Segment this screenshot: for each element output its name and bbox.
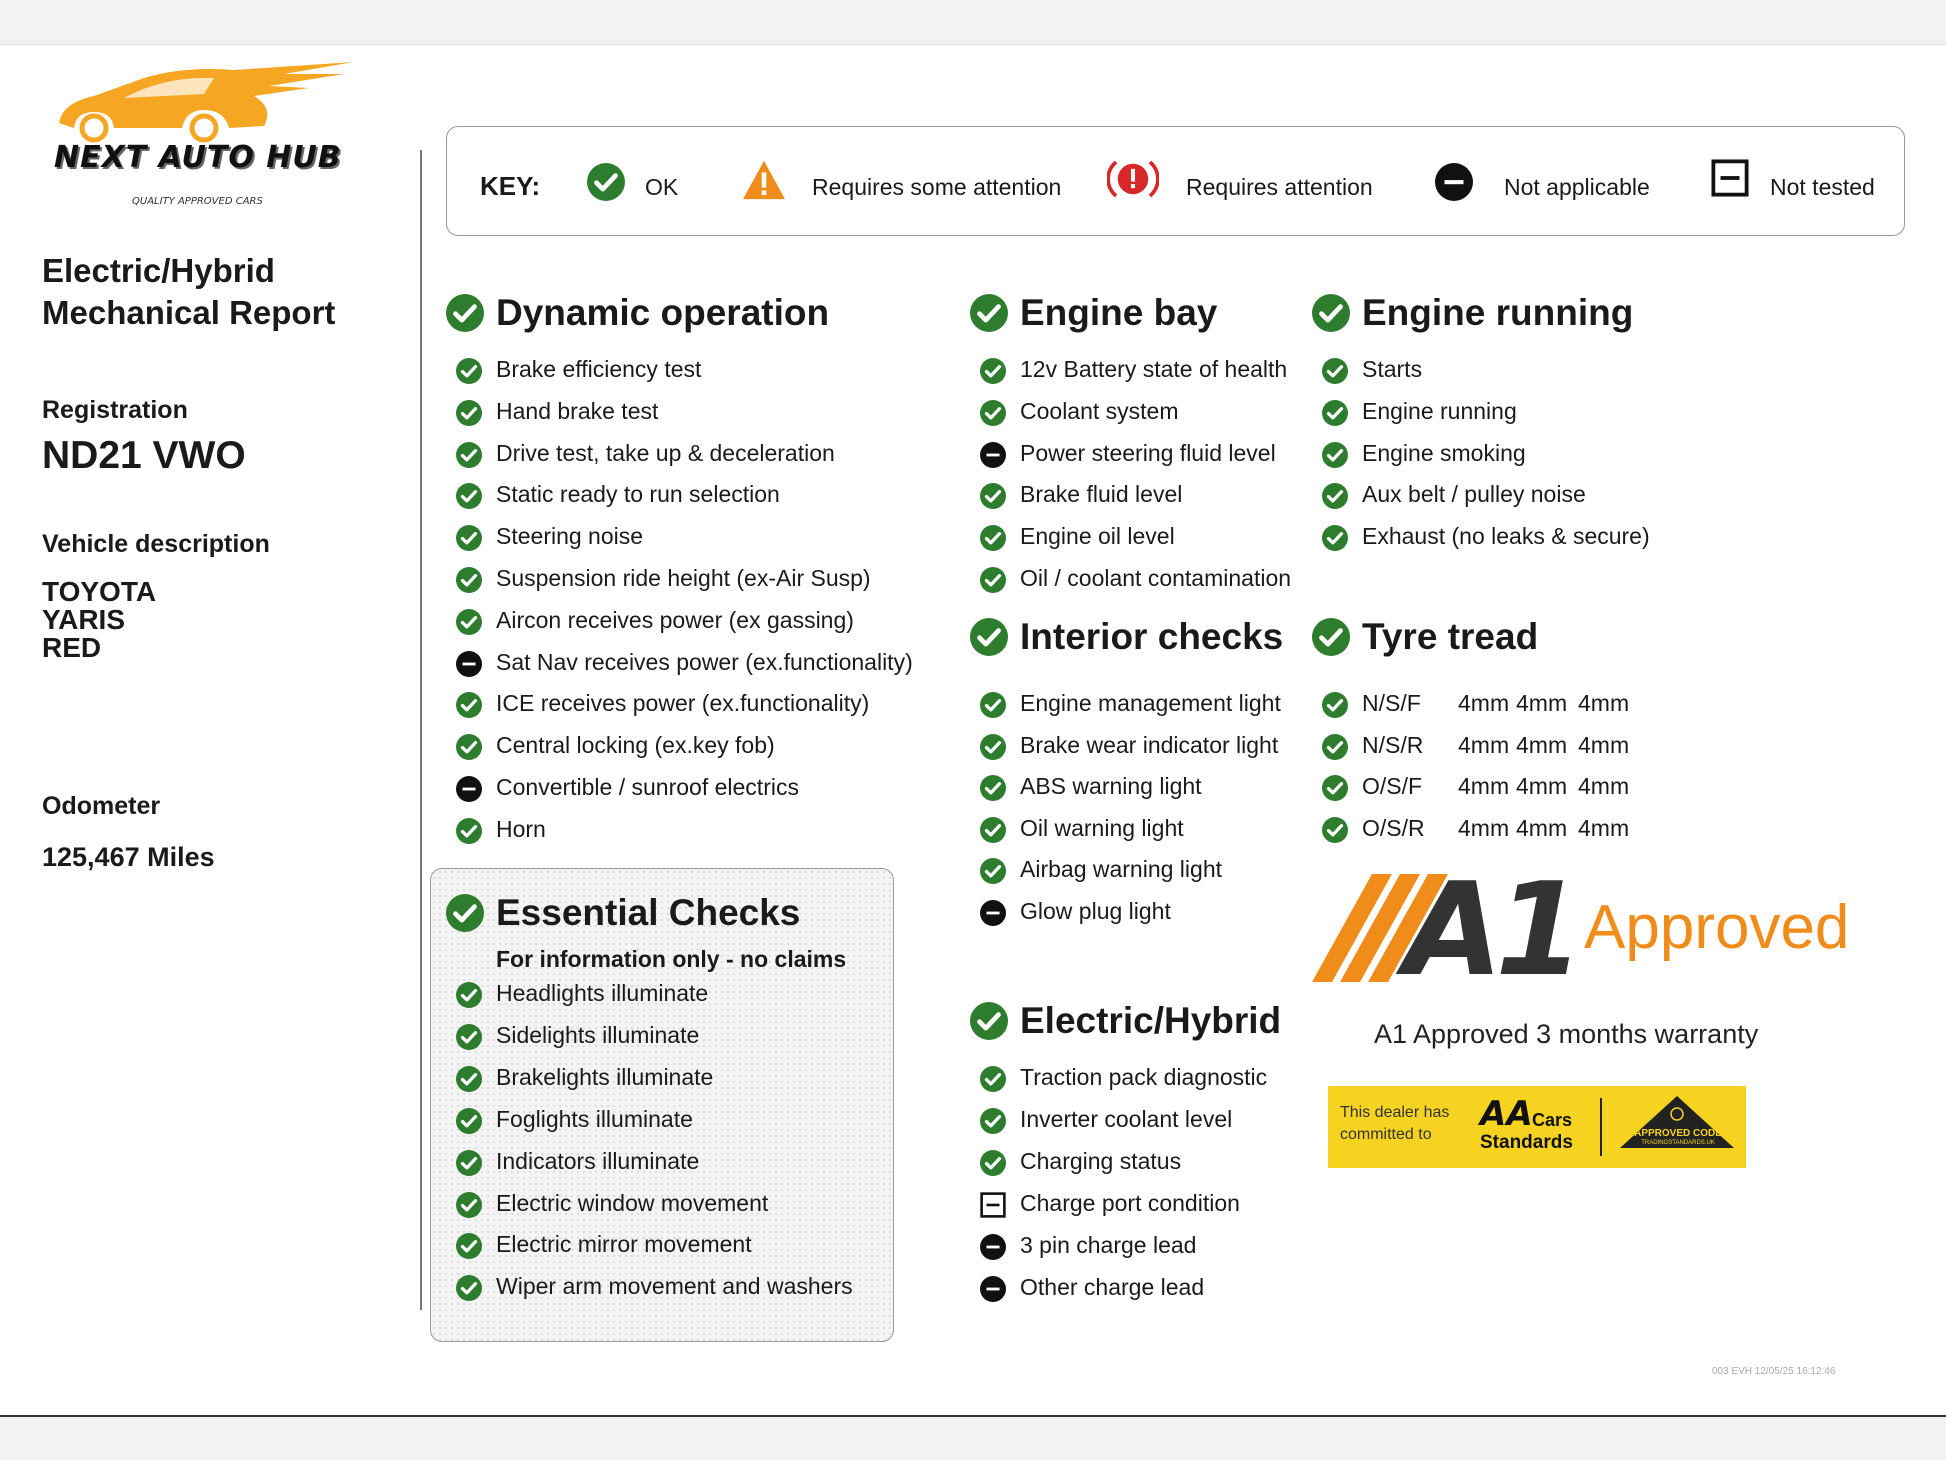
section-title-essential: Essential Checks xyxy=(496,892,800,934)
ok-check-icon xyxy=(980,817,1006,849)
check-item-label: Drive test, take up & deceleration xyxy=(496,439,835,466)
aa-approved-code: APPROVED CODE xyxy=(1634,1128,1722,1139)
check-item xyxy=(1020,856,1222,883)
ok-check-icon xyxy=(980,734,1006,766)
aa-standards-text: Standards xyxy=(1480,1132,1573,1153)
ok-check-icon xyxy=(980,400,1006,432)
ok-check-icon xyxy=(456,483,482,515)
check-item-label: Convertible / sunroof electrics xyxy=(496,774,799,800)
check-item-label: Engine management light xyxy=(1020,690,1281,716)
check-item-label: Airbag warning light xyxy=(1020,856,1223,883)
check-item-label: Glow plug light xyxy=(1020,898,1171,924)
check-item xyxy=(496,1273,853,1300)
logo-tagline: QUALITY APPROVED CARS xyxy=(132,196,263,207)
check-item-label: Sidelights illuminate xyxy=(496,1021,700,1048)
ok-check-icon xyxy=(1322,817,1348,849)
ok-check-icon xyxy=(456,1024,482,1056)
check-item-label: Wiper arm movement and washers xyxy=(496,1273,853,1300)
check-item-label: Oil / coolant contamination xyxy=(1020,565,1292,591)
column-divider xyxy=(420,150,422,1310)
check-item xyxy=(496,523,643,550)
aa-divider xyxy=(1600,1098,1602,1156)
key-not-applicable: Not applicable xyxy=(1504,174,1650,200)
check-item-label: Coolant system xyxy=(1020,397,1179,424)
check-item-label: Power steering fluid level xyxy=(1020,439,1276,466)
not-applicable-icon xyxy=(980,900,1006,932)
tyre-depth: 4mm xyxy=(1578,690,1630,716)
check-item-label: Horn xyxy=(496,815,546,842)
not-tested-icon xyxy=(1711,159,1749,202)
car-logo-icon xyxy=(54,48,364,148)
check-item-label: Exhaust (no leaks & secure) xyxy=(1362,523,1650,550)
tyre-depth: 4mm xyxy=(1458,773,1510,800)
check-item-label: Electric mirror movement xyxy=(496,1231,752,1258)
check-item xyxy=(496,649,913,676)
ok-check-icon xyxy=(1322,400,1348,432)
check-item-label: Suspension ride height (ex-Air Susp) xyxy=(496,565,871,591)
vehicle-colour: RED xyxy=(42,632,102,663)
tyre-position: O/S/F xyxy=(1362,773,1423,800)
ok-check-icon xyxy=(970,618,1008,665)
check-item-label: Hand brake test xyxy=(496,397,659,424)
ok-check-icon xyxy=(1312,294,1350,341)
ok-check-icon xyxy=(446,894,484,941)
a1-approved-word: Approved xyxy=(1584,893,1850,962)
ok-check-icon xyxy=(456,982,482,1014)
ok-check-icon xyxy=(980,1150,1006,1182)
ok-check-icon xyxy=(587,163,625,206)
check-item xyxy=(496,816,546,843)
check-item-label: Brake efficiency test xyxy=(496,356,702,382)
key-not-tested: Not tested xyxy=(1770,174,1875,200)
key-attention: Requires attention xyxy=(1186,174,1373,200)
ok-check-icon xyxy=(1322,775,1348,807)
ok-check-icon xyxy=(456,609,482,641)
check-item xyxy=(1020,398,1179,425)
registration-value: ND21 VWO xyxy=(42,434,246,477)
ok-check-icon xyxy=(456,567,482,599)
status-key xyxy=(446,126,1905,236)
check-item-label: Foglights illuminate xyxy=(496,1105,693,1132)
aa-cars-standards-badge xyxy=(1328,1086,1746,1168)
check-item xyxy=(1020,815,1184,842)
tyre-depth: 4mm xyxy=(1516,690,1568,716)
check-item-label: 12v Battery state of health xyxy=(1020,356,1288,382)
check-item xyxy=(1020,565,1291,592)
check-item xyxy=(496,774,799,801)
section-title-engine-running: Engine running xyxy=(1362,292,1633,334)
vehicle-make: TOYOTA xyxy=(42,576,157,607)
check-item xyxy=(496,1064,713,1091)
check-item-label: Other charge lead xyxy=(1020,1274,1205,1300)
aa-trading-site: TRADINGSTANDARDS.UK xyxy=(1641,1140,1715,1146)
tyre-depth: 4mm xyxy=(1578,731,1630,758)
check-item-label: ABS warning light xyxy=(1020,773,1202,800)
check-item xyxy=(1362,398,1517,425)
check-item-label: Traction pack diagnostic xyxy=(1020,1064,1268,1090)
key-ok: OK xyxy=(645,174,679,200)
check-item-label: Engine running xyxy=(1362,397,1517,424)
check-item xyxy=(1362,440,1526,467)
odometer-value: 125,467 Miles xyxy=(42,842,215,872)
section-title-interior: Interior checks xyxy=(1020,616,1283,658)
ok-check-icon xyxy=(1322,692,1348,724)
check-item xyxy=(496,356,701,383)
check-item-label: Static ready to run selection xyxy=(496,481,780,508)
ok-check-icon xyxy=(456,692,482,724)
check-item-label: Steering noise xyxy=(496,523,644,550)
check-item xyxy=(1362,481,1586,508)
section-title-engine-bay: Engine bay xyxy=(1020,292,1217,334)
check-item xyxy=(496,1148,699,1175)
section-title-tyre: Tyre tread xyxy=(1362,616,1538,658)
check-item xyxy=(1020,732,1278,759)
vehicle-description-label: Vehicle description xyxy=(42,530,270,558)
check-item-label: ICE receives power (ex.functionality) xyxy=(496,690,870,717)
check-item-label: Engine oil level xyxy=(1020,523,1175,550)
aa-cars-text: Cars xyxy=(1532,1110,1573,1130)
essential-subtitle: For information only - no claims xyxy=(496,946,847,972)
ok-check-icon xyxy=(456,1108,482,1140)
logo-brand-text: NEXT AUTO HUB xyxy=(54,140,342,175)
ok-check-icon xyxy=(1312,618,1350,665)
ok-check-icon xyxy=(980,358,1006,390)
ok-check-icon xyxy=(980,483,1006,515)
check-item xyxy=(1020,481,1182,508)
check-item xyxy=(1020,356,1287,383)
check-item xyxy=(1020,1148,1181,1175)
section-title-dynamic: Dynamic operation xyxy=(496,292,829,334)
check-item xyxy=(1020,1190,1240,1217)
check-item xyxy=(1020,523,1175,550)
check-item xyxy=(496,690,869,717)
check-item xyxy=(496,1106,693,1133)
ok-check-icon xyxy=(980,775,1006,807)
tyre-depth: 4mm xyxy=(1516,731,1568,758)
key-some-attention: Requires some attention xyxy=(812,174,1062,200)
check-item xyxy=(496,565,871,592)
report-title xyxy=(42,250,382,334)
ok-check-icon xyxy=(1322,734,1348,766)
key-label: KEY: xyxy=(480,171,541,201)
ok-check-icon xyxy=(980,858,1006,890)
check-item xyxy=(496,398,658,425)
check-item xyxy=(496,440,835,467)
tyre-position: N/S/R xyxy=(1362,731,1424,758)
check-item xyxy=(496,481,780,508)
registration-label: Registration xyxy=(42,396,188,424)
warning-triangle-icon xyxy=(741,159,787,206)
check-item-label: Inverter coolant level xyxy=(1020,1106,1233,1132)
check-item-label: Aircon receives power (ex gassing) xyxy=(496,606,854,633)
check-item xyxy=(1362,523,1650,550)
check-item-label: Brakelights illuminate xyxy=(496,1063,714,1090)
ok-check-icon xyxy=(980,525,1006,557)
tyre-depth: 4mm xyxy=(1458,814,1510,841)
check-item-label: 3 pin charge lead xyxy=(1020,1232,1197,1258)
check-item-label: Electric window movement xyxy=(496,1189,769,1216)
check-item-label: Indicators illuminate xyxy=(496,1147,700,1174)
check-item xyxy=(1020,1064,1267,1091)
check-item-label: Oil warning light xyxy=(1020,814,1184,841)
tyre-depth: 4mm xyxy=(1578,773,1630,800)
ok-check-icon xyxy=(456,525,482,557)
ok-check-icon xyxy=(980,567,1006,599)
ok-check-icon xyxy=(1322,483,1348,515)
not-applicable-icon xyxy=(456,776,482,808)
check-item-label: Brake fluid level xyxy=(1020,481,1183,508)
tyre-depth: 4mm xyxy=(1458,731,1510,758)
check-item xyxy=(496,1190,768,1217)
report-title-line2: Mechanical Report xyxy=(42,294,336,331)
ok-check-icon xyxy=(456,1233,482,1265)
check-item xyxy=(1020,1232,1196,1259)
check-item xyxy=(1362,356,1422,383)
check-item xyxy=(1020,1274,1204,1301)
check-item-label: Starts xyxy=(1362,356,1423,382)
check-item-label: Charging status xyxy=(1020,1148,1182,1174)
ok-check-icon xyxy=(980,1066,1006,1098)
not-applicable-icon xyxy=(980,1276,1006,1308)
alert-icon xyxy=(1107,157,1159,206)
ok-check-icon xyxy=(970,1002,1008,1049)
check-item xyxy=(496,1022,699,1049)
not-applicable-icon xyxy=(1435,163,1473,206)
tyre-position: N/S/F xyxy=(1362,690,1421,716)
aa-logo-text: AA xyxy=(1480,1094,1533,1134)
check-item xyxy=(1020,690,1281,717)
ok-check-icon xyxy=(1322,358,1348,390)
ok-check-icon xyxy=(456,1192,482,1224)
check-item-label: Headlights illuminate xyxy=(496,980,709,1006)
vehicle-model: YARIS xyxy=(42,604,126,635)
check-item xyxy=(1020,773,1202,800)
ok-check-icon xyxy=(456,734,482,766)
odometer-label: Odometer xyxy=(42,792,161,820)
check-item xyxy=(1020,898,1171,925)
check-item-label: Brake wear indicator light xyxy=(1020,731,1279,758)
tyre-depth: 4mm xyxy=(1578,814,1630,841)
tyre-depth: 4mm xyxy=(1458,690,1510,716)
ok-check-icon xyxy=(1322,525,1348,557)
not-tested-icon xyxy=(980,1192,1006,1224)
section-title-electric: Electric/Hybrid xyxy=(1020,1000,1281,1042)
aa-committed-text: This dealer has committed to xyxy=(1340,1104,1450,1143)
check-item-label: Aux belt / pulley noise xyxy=(1362,481,1586,508)
tyre-depth: 4mm xyxy=(1516,814,1568,841)
ok-check-icon xyxy=(980,692,1006,724)
a1-approved-logo xyxy=(1312,856,1882,1005)
tyre-depth: 4mm xyxy=(1516,773,1568,800)
not-applicable-icon xyxy=(456,651,482,683)
check-item xyxy=(1020,440,1276,467)
check-item-label: Engine smoking xyxy=(1362,439,1526,466)
ok-check-icon xyxy=(456,442,482,474)
check-item xyxy=(496,980,708,1007)
check-item-label: Sat Nav receives power (ex.functionality) xyxy=(496,648,913,675)
report-title-line1: Electric/Hybrid xyxy=(42,252,275,289)
check-item xyxy=(496,732,775,759)
ok-check-icon xyxy=(970,294,1008,341)
check-item xyxy=(496,1231,752,1258)
check-item xyxy=(1020,1106,1232,1133)
ok-check-icon xyxy=(456,1150,482,1182)
ok-check-icon xyxy=(980,1108,1006,1140)
ok-check-icon xyxy=(1322,442,1348,474)
ok-check-icon xyxy=(456,400,482,432)
check-item-label: Central locking (ex.key fob) xyxy=(496,732,775,759)
footer-stamp: 003 EVH 12/05/25 16:12:46 xyxy=(1712,1366,1836,1377)
check-item xyxy=(496,607,854,634)
ok-check-icon xyxy=(446,294,484,341)
dealer-logo xyxy=(54,48,364,218)
ok-check-icon xyxy=(456,358,482,390)
ok-check-icon xyxy=(456,1275,482,1307)
not-applicable-icon xyxy=(980,1234,1006,1266)
check-item-label: Charge port condition xyxy=(1020,1190,1240,1216)
not-applicable-icon xyxy=(980,442,1006,474)
ok-check-icon xyxy=(456,1066,482,1098)
ok-check-icon xyxy=(456,818,482,850)
a1-mark: A1 xyxy=(1404,856,1577,1005)
tyre-position: O/S/R xyxy=(1362,814,1425,841)
a1-warranty-caption: A1 Approved 3 months warranty xyxy=(1374,1019,1759,1049)
vehicle-description xyxy=(42,578,156,662)
